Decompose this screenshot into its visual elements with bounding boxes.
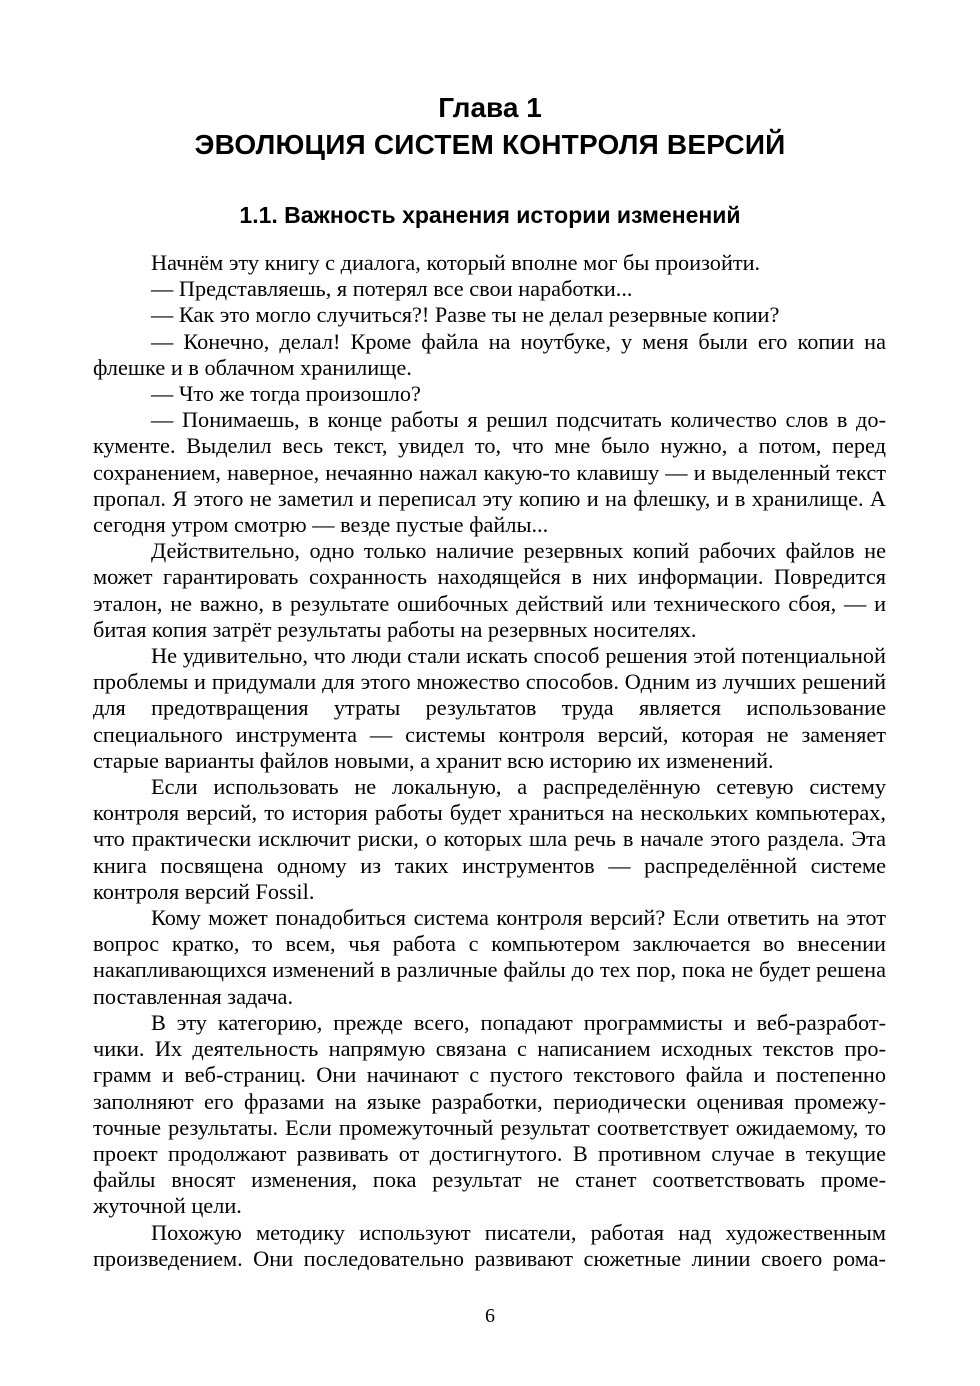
chapter-number: Глава 1 (438, 92, 542, 123)
paragraph: — Представляешь, я потерял все свои наработки... (151, 276, 633, 302)
paragraph: — Понимаешь, в конце работы я решил подсчитать количество слов в документе. Выделил весь текст, увидел то, что мне было нужно, а потом, перед сохранением, наверное, нечаянно нажал какую-то клавишу — и выделенный текст пропал. Я этого не заметил и переписал эту копию и на флешку, и в хранилище. А сегодня утром смотрю — везде пустые файлы... (93, 407, 886, 538)
paragraph: Действительно, одно только наличие резервных копий рабочих файлов не может гарантировать сохранность находящейся в них информации. Повредится эталон, не важно, в результате ошибочных действий или технического сбоя, — и битая копия затрёт результаты работы на резервных носителях. (93, 538, 886, 642)
page-number: 6 (485, 1305, 495, 1327)
chapter-title: ЭВОЛЮЦИЯ СИСТЕМ КОНТРОЛЯ ВЕРСИЙ (194, 129, 786, 160)
paragraph: В эту категорию, прежде всего, попадают программисты и веб-разработчики. Их деятельность напрямую связана с написанием исходных текстов программ и веб-страниц. Они начинают с пустого текстового файла и постепенно заполняют его фразами на языке разработки, периодически оценивая промежуточные результаты. Если промежуточный результат соответствует ожидаемому, то проект продолжают развивать от достигнутого. В противном случае в текущие файлы вносят изменения, пока результат не станет соответствовать промежуточной цели. (93, 1009, 886, 1219)
paragraph: Кому может понадобиться система контроля версий? Если ответить на этот вопрос кратко, то всем, чья работа с компьютером заключается во внесении накапливающихся изменений в различные файлы до тех пор, пока не будет решена поставленная задача. (93, 905, 886, 1009)
body-text (93, 250, 886, 1272)
paragraph: — Что же тогда произошло? (151, 381, 421, 407)
section-title: 1.1. Важность хранения истории изменений (239, 202, 741, 228)
paragraph: Не удивительно, что люди стали искать способ решения этой потенциальной проблемы и придумали для этого множество способов. Одним из лучших решений для предотвращения утраты результатов труда является использование специального инструмента — системы контроля версий, которая не заменяет старые варианты файлов новыми, а хранит всю историю их изменений. (93, 643, 886, 773)
paragraph: Начнём эту книгу с диалога, который вполне мог бы произойти. (151, 250, 761, 275)
paragraph: — Как это могло случиться?! Разве ты не делал резервные копии? (151, 302, 780, 328)
paragraph: Похожую методику используют писатели, работая над художественным произведением. Они последовательно развивают сюжетные линии своего рома- (93, 1219, 886, 1271)
paragraph: — Конечно, делал! Кроме файла на ноутбуке, у меня были его копии на флешке и в облачном хранилище. (93, 328, 886, 380)
paragraph: Если использовать не локальную, а распределённую сетевую систему контроля версий, то история работы будет храниться на нескольких компьютерах, что практически исключит риски, о которых шла речь в начале этого раздела. Эта книга посвящена одному из таких инструментов — распределённой системе контроля версий Fossil. (93, 774, 886, 904)
